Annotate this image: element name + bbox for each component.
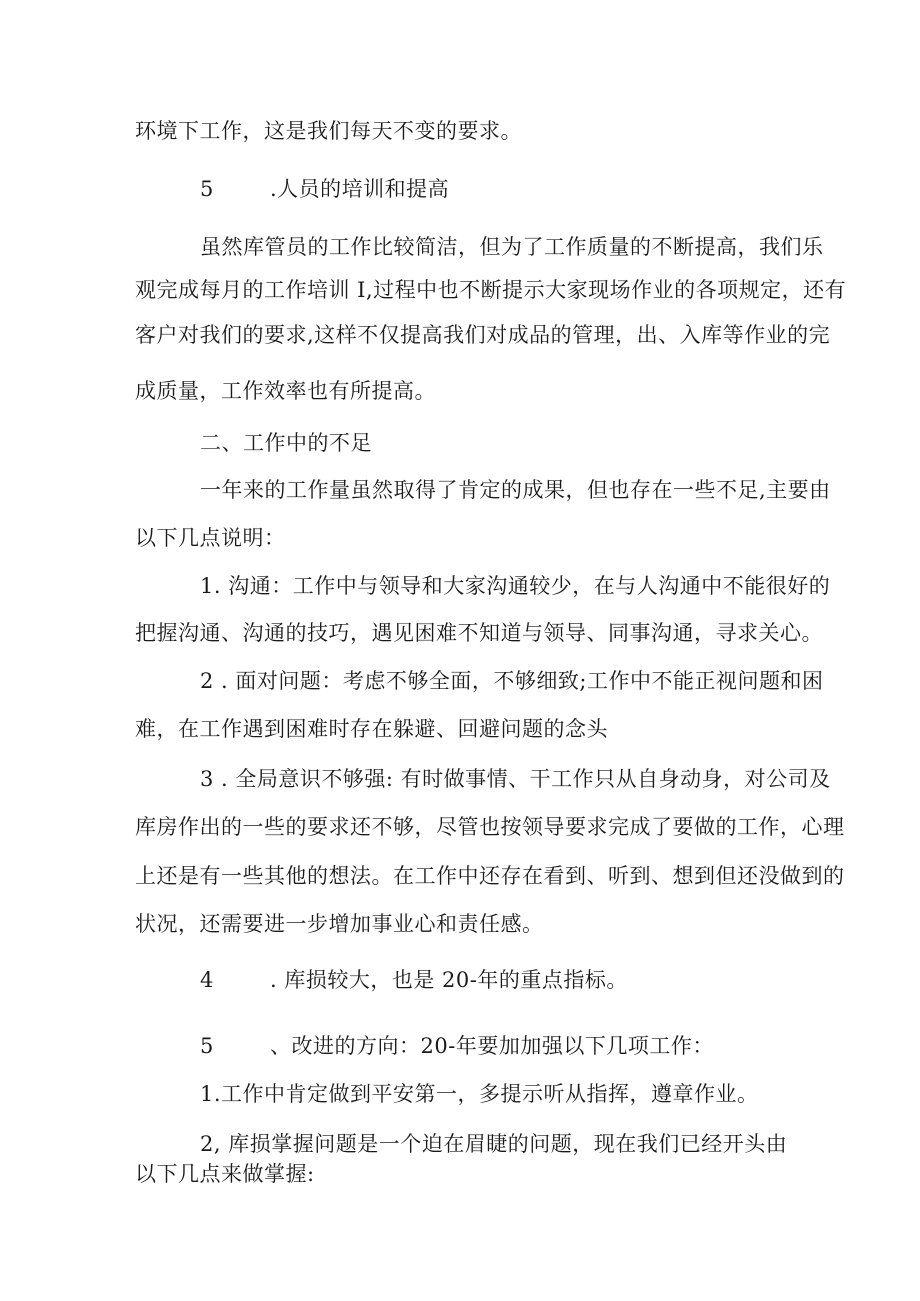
improve1-line: 1.工作中肯定做到平安第一，多提示听从指挥，遵章作业。 <box>200 1082 759 1106</box>
point3-line: 状况，还需要进一步增加事业心和责任感。 <box>135 912 544 936</box>
item5-title: .人员的培训和提高 <box>270 177 450 201</box>
intro-line: 环境下工作，这是我们每天不变的要求。 <box>135 119 522 143</box>
item5-number: 5 <box>200 177 214 201</box>
shortcomings-paragraph-line: 一年来的工作量虽然取得了肯定的成果，但也存在一些不足,主要由 <box>200 478 831 502</box>
training-paragraph-line: 客户对我们的要求,这样不仅提高我们对成品的管理，出、入库等作业的完 <box>135 323 831 347</box>
point1-line: 把握沟通、沟通的技巧，遇见困难不知道与领导、同事沟通，寻求关心。 <box>135 621 823 645</box>
improve2-line: 以下几点来做掌握: <box>135 1162 315 1186</box>
point2-line: 难，在工作遇到困难时存在躲避、回避问题的念头 <box>135 717 608 741</box>
training-paragraph-line: 虽然库管员的工作比较简洁，但为了工作质量的不断提高，我们乐 <box>200 235 824 259</box>
shortcomings-paragraph-line: 以下几点说明： <box>135 526 286 550</box>
point1-line: 1. 沟通：工作中与领导和大家沟通较少，在与人沟通中不能很好的 <box>200 574 831 598</box>
point5-text: 、改进的方向：20-年要加加强以下几项工作： <box>270 1034 714 1058</box>
training-paragraph-line: 观完成每月的工作培训 I,过程中也不断提示大家现场作业的各项规定，还有 <box>135 278 847 302</box>
section2-heading: 二、工作中的不足 <box>200 431 372 455</box>
point3-line: 3 . 全局意识不够强: 有时做事情、干工作只从自身动身，对公司及 <box>200 767 831 791</box>
training-paragraph-line: 成质量，工作效率也有所提高。 <box>135 379 436 403</box>
point2-line: 2 . 面对问题：考虑不够全面，不够细致;工作中不能正视问题和困 <box>200 669 824 693</box>
point5-number: 5 <box>200 1034 214 1058</box>
point4-text: . 库损较大，也是 20-年的重点指标。 <box>270 968 628 992</box>
point3-line: 库房作出的一些的要求还不够，尽管也按领导要求完成了要做的工作，心理 <box>135 815 845 839</box>
improve2-line: 2, 库损掌握问题是一个迫在眉睫的问题，现在我们已经开头由 <box>200 1132 788 1156</box>
point3-line: 上还是有一些其他的想法。在工作中还存在看到、听到、想到但还没做到的 <box>135 864 845 888</box>
point4-number: 4 <box>200 968 214 992</box>
